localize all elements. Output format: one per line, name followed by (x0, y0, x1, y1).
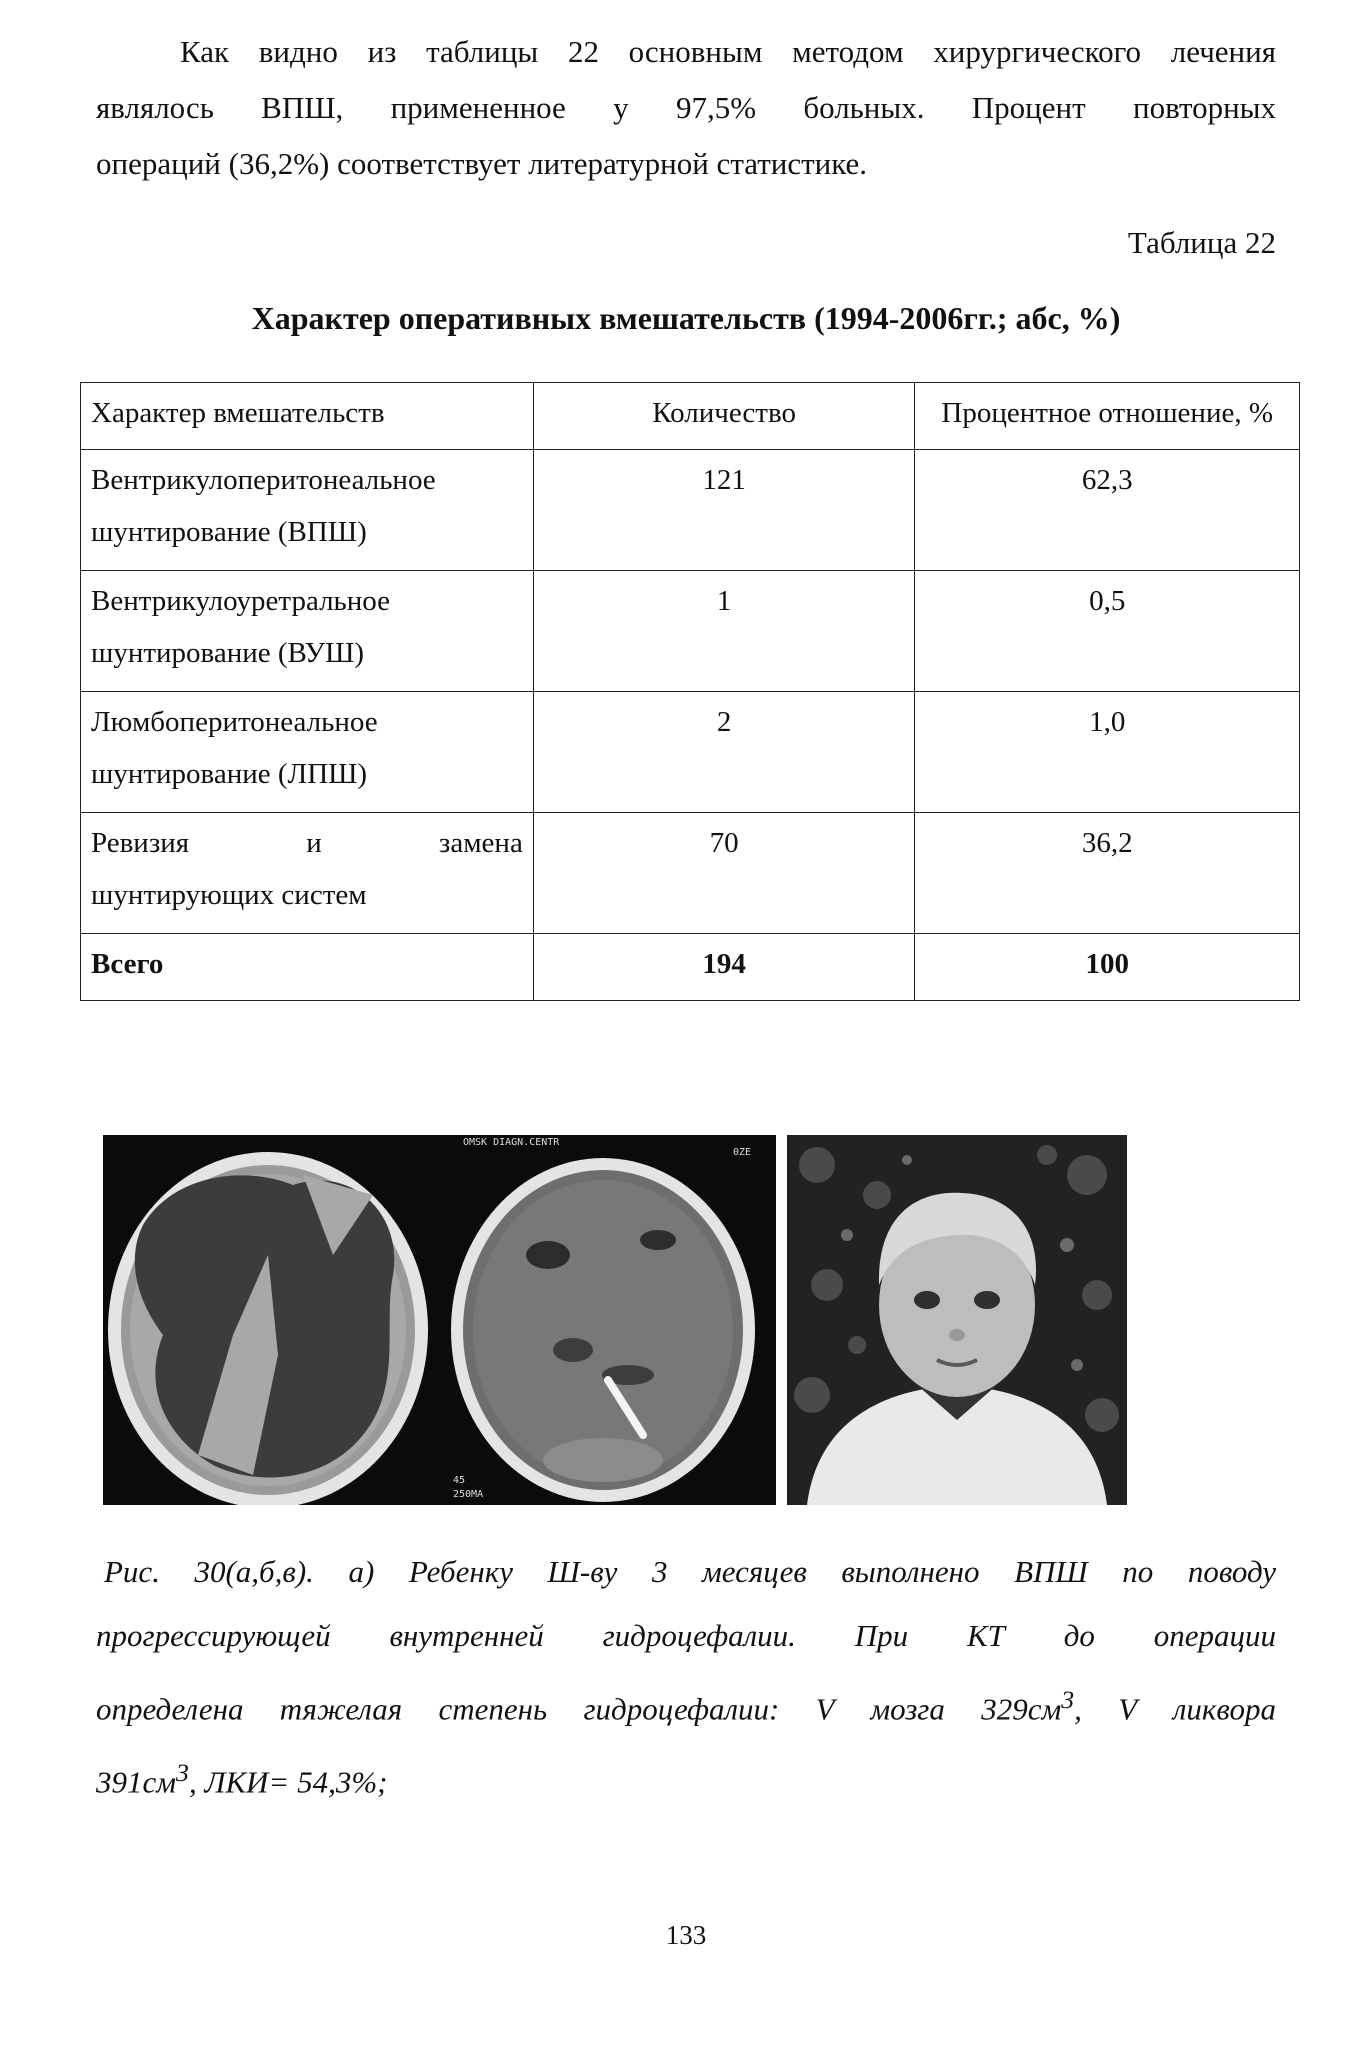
table-total-row (81, 934, 1300, 1001)
table-title: Характер оперативных вмешательств (1994-2006гг.; абс, %) (251, 300, 1121, 336)
caption-line-1: Рис. 30(а,б,в). а) Ребенку Ш-ву 3 месяцев выполнено ВПШ по поводу (104, 1554, 1276, 1589)
row-name-line-2: шунтирование (ЛПШ) (91, 758, 368, 790)
row-name-line-1: Люмбоперитонеальное (91, 706, 378, 738)
row-name-line-2: шунтирование (ВУШ) (91, 637, 364, 669)
interventions-table (80, 382, 1300, 1001)
caption-superscript: 3 (176, 1758, 189, 1788)
table-row (81, 692, 1300, 813)
table-row (81, 813, 1300, 934)
header-cell-percent: Процентное отношение, % (915, 383, 1300, 450)
child-photo (787, 1135, 1127, 1505)
row-count: 70 (533, 813, 915, 934)
caption-superscript: 3 (1061, 1685, 1075, 1714)
ct-scan-drawing (103, 1135, 776, 1505)
row-percent: 36,2 (915, 813, 1300, 934)
caption-line-4 (96, 1741, 1276, 1814)
table-label: Таблица 22 (1127, 225, 1276, 260)
ct-scan-image (103, 1135, 776, 1505)
intro-line-3: операций (36,2%) соответствует литературной статистике. (96, 146, 868, 181)
row-name-cell (81, 692, 534, 813)
page-number: 133 (665, 1920, 707, 1950)
ct-header-right: 0ZE (733, 1147, 752, 1158)
row-count: 2 (533, 692, 915, 813)
caption-line-3-b: , V ликвора (1074, 1691, 1276, 1727)
caption-line-2: прогрессирующей внутренней гидроцефалии. При КТ до операции (96, 1618, 1276, 1653)
total-count: 194 (533, 934, 915, 1001)
table-header-row (81, 383, 1300, 450)
ct-corner-label: 250MA (453, 1489, 484, 1500)
row-percent: 0,5 (915, 571, 1300, 692)
caption-line-4-b: , ЛКИ= 54,3%; (188, 1764, 388, 1800)
intro-line-1: Как видно из таблицы 22 основным методом хирургического лечения (180, 34, 1276, 69)
child-photo-drawing (787, 1135, 1127, 1505)
total-percent: 100 (915, 934, 1300, 1001)
row-percent: 62,3 (915, 450, 1300, 571)
ct-side-label: 45 (453, 1475, 466, 1486)
intro-line-2: являлось ВПШ, примененное у 97,5% больных. Процент повторных (96, 90, 1276, 125)
row-name-cell (81, 450, 534, 571)
table-row (81, 450, 1300, 571)
header-cell-type: Характер вмешательств (81, 383, 534, 450)
header-cell-count: Количество (533, 383, 915, 450)
total-label: Всего (81, 934, 534, 1001)
ct-header-left: OMSK DIAGN.CENTR (463, 1137, 560, 1148)
row-name-line-1: Ревизия и замена (91, 827, 523, 859)
caption-line-3 (96, 1668, 1276, 1741)
table-row (81, 571, 1300, 692)
intro-paragraph (96, 24, 1276, 192)
row-name-cell (81, 571, 534, 692)
row-name-line-1: Вентрикулоперитонеальное (91, 464, 436, 496)
row-name-line-2: шунтирование (ВПШ) (91, 516, 367, 548)
row-name-line-1: Вентрикулоуретральное (91, 585, 391, 617)
caption-line-4-a: 391см (96, 1764, 177, 1800)
row-name-line-2: шунтирующих систем (91, 879, 367, 911)
row-name-cell (81, 813, 534, 934)
caption-line-3-a: определена тяжелая степень гидроцефалии: V мозга 329см (96, 1691, 1062, 1727)
row-percent: 1,0 (915, 692, 1300, 813)
figure-caption (96, 1540, 1276, 1815)
row-count: 1 (533, 571, 915, 692)
row-count: 121 (533, 450, 915, 571)
